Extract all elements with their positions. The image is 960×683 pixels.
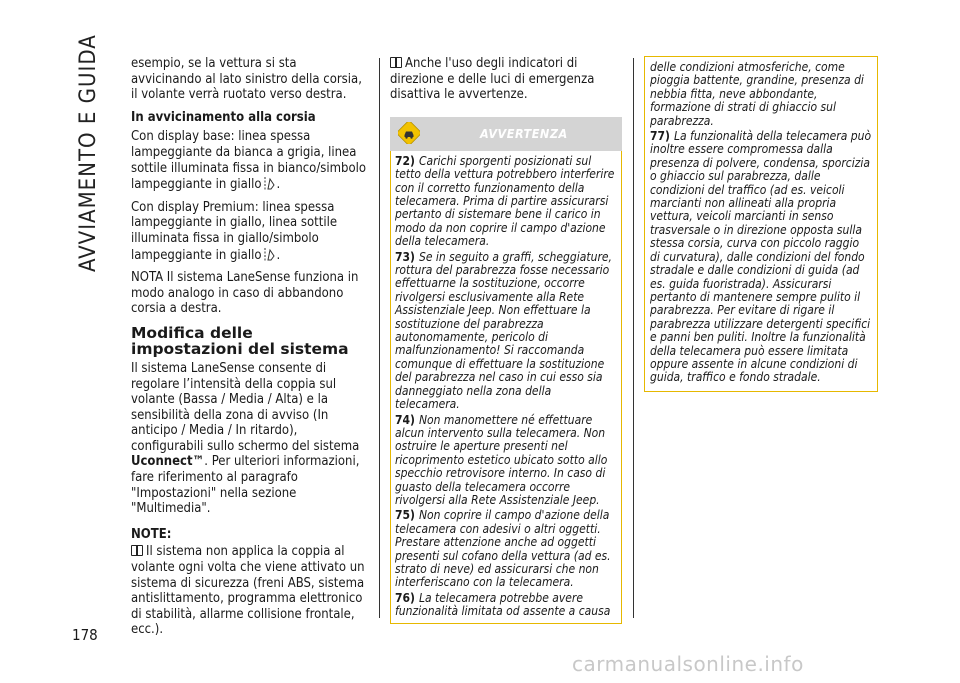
intro-paragraph: Anche l'uso degli indicatori di direzione e delle luci di emergenza disattiva le avvertenze. (390, 56, 595, 103)
car-warning-icon (398, 122, 420, 144)
warning-item: 72) Carichi sporgenti posizionati sul tetto della vettura potrebbero interferire con il corretto funzionamento della telecamera. Prima di partire assicurarsi pertanto di sistemare bene il carico in modo da non coprire il campo d'azione della telecamera. (395, 153, 615, 249)
display-premium-paragraph: Con display Premium: linea spessa lampeggiante in giallo, linea sottile illuminata fissa in giallo/simbolo lampeggiante in giallo . (131, 199, 338, 263)
warning-box (390, 151, 622, 624)
warning-item: 74) Non manomettere né effettuare alcun intervento sulla telecamera. Non ostruire le aperture presenti nel ricoprimento estetico ubicato sotto allo specchio retrovisore interno. In caso di guasto della telecamera occorre rivolgersi alla Rete Assistenziale Jeep. (395, 412, 608, 507)
warning-continuation: delle condizioni atmosferiche, come pioggia battente, grandine, presenza di nebbia fitta, neve abbondante, formazione di strati di ghiaccio sul parabrezza. (650, 60, 864, 128)
warning-item: 76) La telecamera potrebbe avere funzionalità limitata od assente a causa (395, 590, 611, 619)
side-section-title: AVVIAMENTO E GUIDA (76, 34, 101, 272)
warning-item: 77) La funzionalità della telecamera può inoltre essere compromessa dalla presenza di polvere, condensa, sporcizia o ghiaccio sul parabrezza, dalle condizioni del traffico (ad es. veicoli marcianti non allineati alla propria vettura, veicoli marcianti in senso trasversale o in direzione opposta sulla stessa corsia, curva con piccolo raggio di curvatura), dalle condizioni del fondo stradale e dalle condizioni di guida (ad es. guida fuoristrada). Assicurarsi pertanto di mantenere sempre pulito il parabrezza. Per evitare di rigare il parabrezza utilizzare detergenti specifici e panni ben puliti. Inoltre la funzionalità della telecamera può essere limitata oppure assente in alcune condizioni di guida, traffico e fondo stradale. (650, 129, 872, 385)
uconnect-brand: Uconnect™ (131, 454, 205, 470)
warning-header (390, 117, 622, 151)
page-number: 178 (72, 626, 98, 644)
lane-warning-icon (264, 176, 275, 191)
nota-paragraph: NOTA Il sistema LaneSense funziona in modo analogo in caso di abbandono corsia a destra. (131, 270, 359, 317)
watermark: carmanualsonline.info (572, 652, 804, 676)
warning-item: 73) Se in seguito a graffi, scheggiature, rottura del parabrezza fosse necessario effettuarne la sostituzione, occorre rivolgersi esclusivamente alla Rete Assistenziale Jeep. Non effettuare la sostituzione del parabrezza autonomamente, pericolo di malfunzionamento! Si raccomanda comunque di effettuare la sostituzione del parabrezza nel caso in cui esso sia danneggiato nella zona della telecamera. (395, 249, 612, 412)
subheading-lane-approach: In avvicinamento alla corsia (131, 109, 316, 125)
column-divider (633, 58, 634, 618)
note-paragraph: Il sistema non applica la coppia al volante ogni volta che viene attivato un sistema di sicurezza (freni ABS, sistema antislittamento, programma elettronico di stabilità, allarme collisione frontale, ecc.). (131, 544, 365, 638)
column-2 (390, 56, 622, 624)
warning-title: AVVERTENZA (480, 125, 568, 141)
lane-warning-icon (264, 247, 275, 262)
warning-box-continued (644, 56, 878, 392)
settings-heading: Modifica delle impostazioni del sistema (131, 323, 349, 358)
intro-paragraph: esempio, se la vettura si sta avvicinando al lato sinistro della corsia, il volante verrà ruotato verso destra. (131, 56, 362, 103)
column-1 (131, 56, 366, 645)
column-3 (644, 56, 878, 392)
column-divider (379, 58, 380, 618)
display-base-paragraph: Con display base: linea spessa lampeggiante da bianca a grigia, linea sottile illuminata fissa in bianco/simbolo lampeggiante in giallo . (131, 129, 366, 193)
book-icon (390, 57, 402, 68)
settings-paragraph: Il sistema LaneSense consente di regolare l’intensità della coppia sul volante (Bassa / Media / Alta) e la sensibilità della zona di avviso (In anticipo / Media / In ritardo), configurabili sullo schermo del sistema Uconnect™. Per ulteriori informazioni, fare riferimento al paragrafo "Impostazioni" nella sezione "Multimedia". (131, 360, 360, 517)
warning-item: 75) Non coprire il campo d'azione della telecamera con adesivi o altri oggetti. Prestare attenzione anche ad oggetti presenti sul cofano della vettura (ad es. strato di neve) ed assicurarsi che non interferiscano con la telecamera. (395, 508, 611, 590)
book-icon (131, 545, 143, 556)
note-heading: NOTE: (131, 526, 172, 542)
